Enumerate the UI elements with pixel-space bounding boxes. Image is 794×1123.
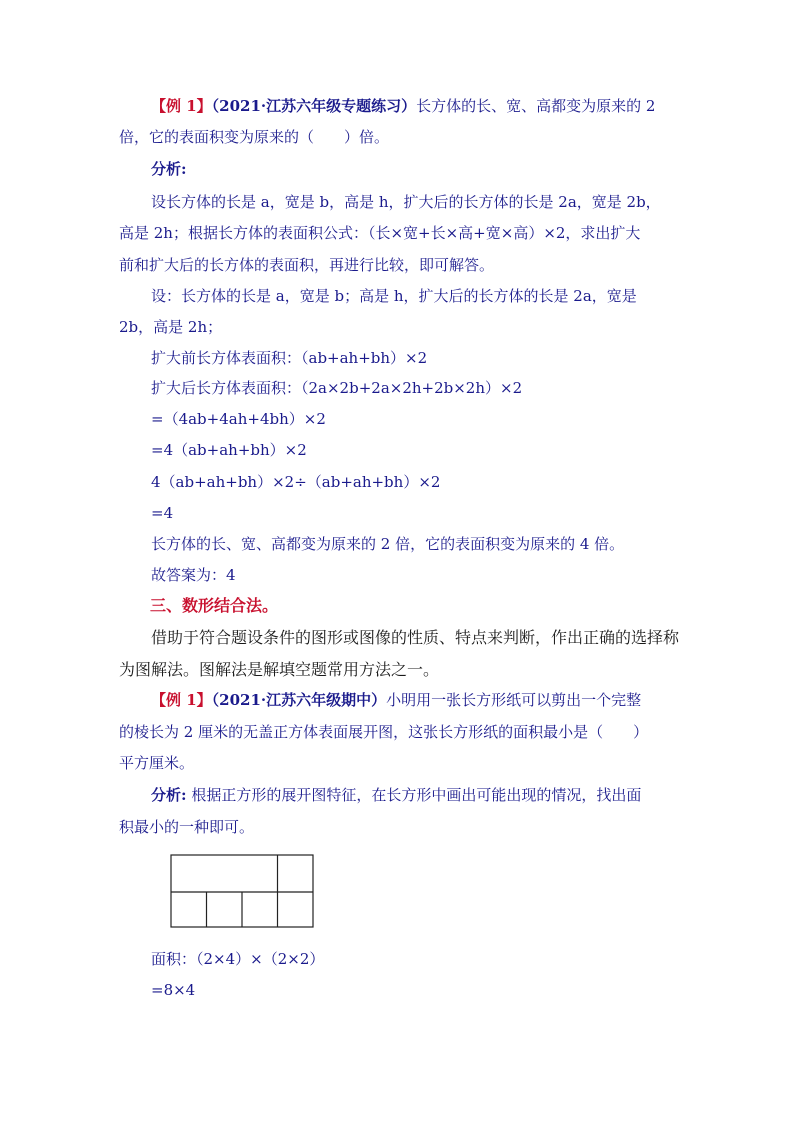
section-title: 三、数形结合法。 bbox=[150, 596, 279, 615]
section-desc-line2: 为图解法。图解法是解填空题常用方法之一。 bbox=[119, 660, 440, 679]
solution-line4: 扩大后长方体表面积：（2a×2b+2a×2h+2b×2h）×2 bbox=[151, 379, 523, 397]
solution-line2: 2b，高是 2h； bbox=[119, 318, 223, 336]
cube-net-figure bbox=[170, 854, 316, 934]
answer-line: 故答案为：4 bbox=[151, 566, 236, 584]
analysis-line3: 前和扩大后的长方体的表面积，再进行比较，即可解答。 bbox=[119, 256, 495, 274]
analysis-label: 分析: bbox=[151, 786, 187, 804]
cube-net-diagram bbox=[170, 854, 316, 930]
analysis-label: 分析: bbox=[151, 160, 187, 178]
example-source: （2021·江苏六年级专题练习） bbox=[211, 97, 417, 115]
example2-analysis-line2: 积最小的一种即可。 bbox=[119, 818, 255, 836]
solution-line1: 设：长方体的长是 a，宽是 b；高是 h，扩大后的长方体的长是 2a，宽是 bbox=[151, 287, 637, 305]
section-desc-line1: 借助于符合题设条件的图形或图像的性质、特点来判断，作出正确的选择称 bbox=[151, 628, 680, 647]
example2-analysis-line1 bbox=[151, 785, 641, 805]
question-text: 小明用一张长方形纸可以剪出一个完整 bbox=[386, 691, 642, 709]
analysis-line1: 设长方体的长是 a，宽是 b，高是 h，扩大后的长方体的长是 2a，宽是 2b， bbox=[151, 193, 661, 211]
example2-question-line1 bbox=[151, 690, 641, 710]
example-tag: 【例 1】 bbox=[151, 97, 212, 115]
example1-question-line1 bbox=[151, 96, 655, 116]
example-source: （2021·江苏六年级期中） bbox=[211, 691, 387, 709]
calc-line1: 面积：（2×4）×（2×2） bbox=[151, 950, 325, 968]
calc-line2: =8×4 bbox=[151, 981, 196, 999]
example2-question-line2: 的棱长为 2 厘米的无盖正方体表面展开图，这张长方形纸的面积最小是（ ） bbox=[119, 723, 649, 741]
solution-line8: =4 bbox=[151, 504, 174, 522]
question-text: 长方体的长、宽、高都变为原来的 2 bbox=[416, 97, 656, 115]
example-tag: 【例 1】 bbox=[151, 691, 212, 709]
example2-question-line3: 平方厘米。 bbox=[119, 754, 195, 772]
solution-conclusion: 长方体的长、宽、高都变为原来的 2 倍，它的表面积变为原来的 4 倍。 bbox=[151, 535, 625, 553]
example1-question-line2: 倍，它的表面积变为原来的（ ）倍。 bbox=[119, 128, 390, 146]
solution-line7: 4（ab+ah+bh）×2÷（ab+ah+bh）×2 bbox=[151, 473, 441, 491]
solution-line3: 扩大前长方体表面积：（ab+ah+bh）×2 bbox=[151, 349, 428, 367]
solution-line5: =（4ab+4ah+4bh）×2 bbox=[151, 410, 326, 428]
analysis-text: 根据正方形的展开图特征，在长方形中画出可能出现的情况，找出面 bbox=[191, 786, 642, 804]
solution-line6: =4（ab+ah+bh）×2 bbox=[151, 441, 307, 459]
analysis-line2: 高是 2h；根据长方体的表面积公式：（长×宽+长×高+宽×高）×2，求出扩大 bbox=[119, 224, 641, 242]
